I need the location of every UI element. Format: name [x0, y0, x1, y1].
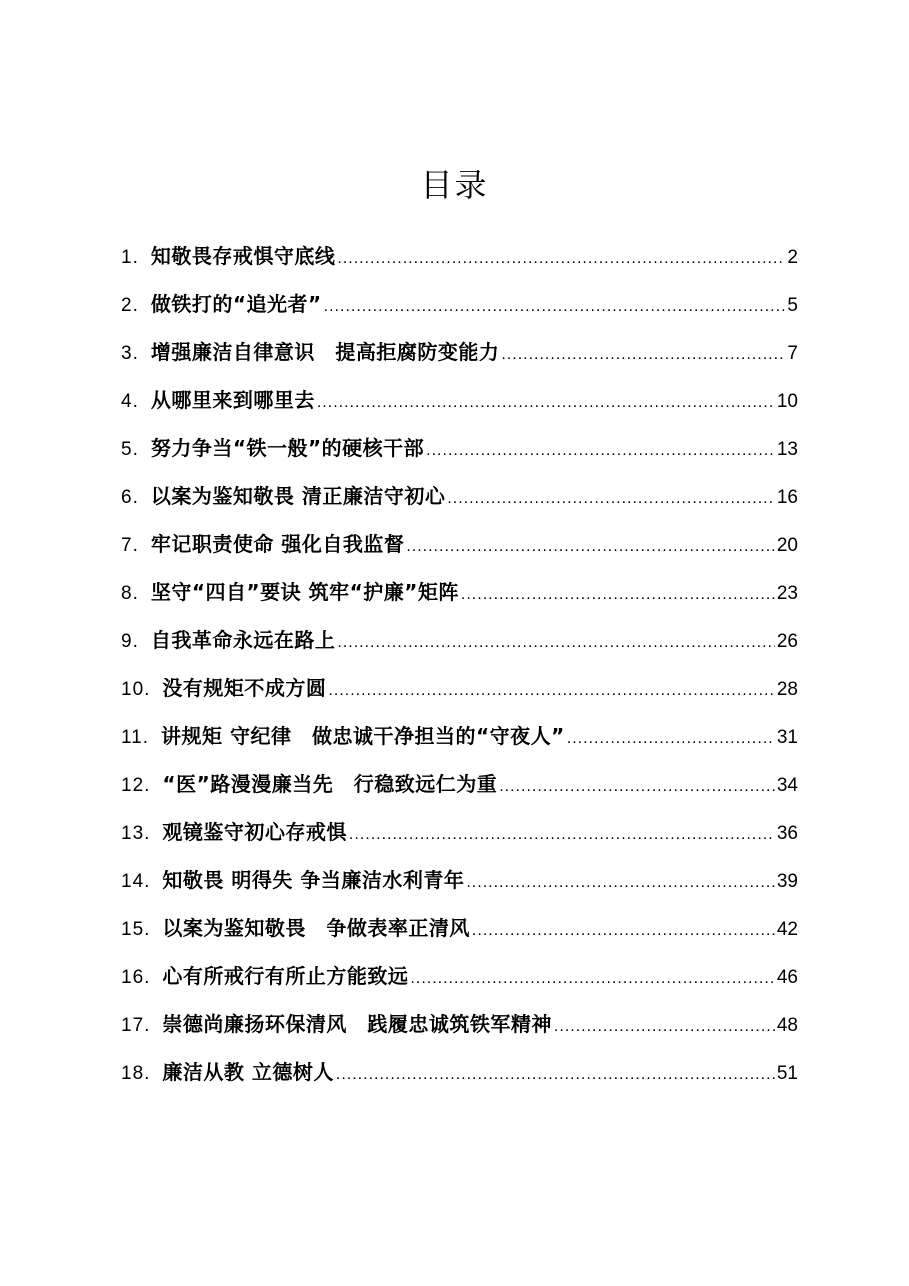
- toc-leader-dots: [337, 239, 785, 279]
- toc-entry-page: 7: [787, 343, 798, 364]
- toc-entry-number: 9.: [121, 631, 139, 652]
- toc-entry-title: 从哪里来到哪里去: [150, 388, 315, 412]
- toc-entry-number: 15.: [121, 919, 151, 940]
- toc-entry-title: 没有规矩不成方圆: [162, 676, 327, 700]
- toc-entry[interactable]: [121, 428, 798, 476]
- toc-entry[interactable]: [121, 572, 798, 620]
- toc-leader-dots: [328, 671, 774, 711]
- toc-entry-title: 观镜鉴守初心存戒惧: [162, 820, 347, 844]
- toc-entry[interactable]: [121, 236, 798, 284]
- toc-entry-number: 11.: [121, 727, 150, 748]
- toc-entry-title: 坚守“四自”要诀 筑牢“护廉”矩阵: [150, 580, 459, 604]
- toc-entry-title: 崇德尚廉扬环保清风 践履忠诚筑铁军精神: [162, 1012, 552, 1036]
- toc-entry-number: 12.: [121, 775, 151, 796]
- toc-entry[interactable]: [121, 1004, 798, 1052]
- toc-entry[interactable]: [121, 620, 798, 668]
- toc-entry-number: 10.: [121, 679, 151, 700]
- toc-entry-title: “医”路漫漫廉当先 行稳致远仁为重: [162, 772, 498, 796]
- table-of-contents: [121, 236, 798, 1100]
- toc-entry-number: 4.: [121, 391, 139, 412]
- toc-entry-page: 28: [776, 679, 798, 700]
- toc-entry-page: 23: [776, 583, 798, 604]
- toc-entry[interactable]: [121, 956, 798, 1004]
- toc-entry-page: 34: [776, 775, 798, 796]
- toc-entry[interactable]: [121, 716, 798, 764]
- toc-entry-title: 以案为鉴知敬畏 争做表率正清风: [162, 916, 470, 940]
- toc-entry-page: 5: [787, 295, 798, 316]
- toc-leader-dots: [337, 623, 775, 663]
- toc-entry-page: 36: [776, 823, 798, 844]
- toc-entry-title: 增强廉洁自律意识 提高拒腐防变能力: [150, 340, 500, 364]
- toc-entry-page: 26: [776, 631, 798, 652]
- toc-entry-title: 讲规矩 守纪律 做忠诚干净担当的“守夜人”: [161, 724, 565, 748]
- toc-leader-dots: [426, 431, 775, 471]
- toc-leader-dots: [501, 335, 785, 375]
- toc-entry-number: 3.: [121, 343, 139, 364]
- toc-entry-title: 自我革命永远在路上: [150, 628, 336, 652]
- toc-leader-dots: [324, 287, 786, 327]
- toc-entry-page: 42: [776, 919, 798, 940]
- toc-entry[interactable]: [121, 380, 798, 428]
- toc-entry-number: 16.: [121, 967, 151, 988]
- toc-entry-number: 2.: [121, 295, 139, 316]
- toc-entry-page: 51: [776, 1063, 798, 1084]
- toc-leader-dots: [461, 575, 775, 615]
- toc-entry-number: 8.: [121, 583, 139, 604]
- toc-entry-page: 10: [776, 391, 798, 412]
- toc-entry-page: 31: [776, 727, 798, 748]
- toc-entry-number: 1.: [121, 247, 139, 268]
- toc-leader-dots: [567, 719, 775, 759]
- toc-entry-title: 知敬畏存戒惧守底线: [150, 244, 336, 268]
- toc-entry-title: 努力争当“铁一般”的硬核干部: [150, 436, 425, 460]
- toc-entry-number: 17.: [121, 1015, 151, 1036]
- toc-entry-title: 以案为鉴知敬畏 清正廉洁守初心: [150, 484, 446, 508]
- toc-leader-dots: [406, 527, 775, 567]
- toc-entry-page: 46: [776, 967, 798, 988]
- toc-leader-dots: [447, 479, 775, 519]
- toc-entry-page: 39: [776, 871, 798, 892]
- toc-entry[interactable]: [121, 764, 798, 812]
- toc-entry-page: 20: [776, 535, 798, 556]
- toc-entry-number: 13.: [121, 823, 151, 844]
- toc-entry[interactable]: [121, 668, 798, 716]
- page-title: 目录: [420, 166, 489, 204]
- toc-entry-number: 5.: [121, 439, 139, 460]
- toc-entry-number: 14.: [121, 871, 151, 892]
- toc-leader-dots: [317, 383, 775, 423]
- toc-entry-number: 7.: [121, 535, 139, 556]
- toc-entry[interactable]: [121, 1052, 798, 1100]
- toc-leader-dots: [499, 767, 775, 807]
- toc-leader-dots: [336, 1055, 775, 1095]
- toc-entry[interactable]: [121, 476, 798, 524]
- toc-entry-title: 廉洁从教 立德树人: [162, 1060, 334, 1084]
- toc-entry-title: 牢记职责使命 强化自我监督: [150, 532, 405, 556]
- toc-entry-page: 48: [776, 1015, 798, 1036]
- toc-entry[interactable]: [121, 812, 798, 860]
- toc-entry-title: 知敬畏 明得失 争当廉洁水利青年: [162, 868, 465, 892]
- toc-entry[interactable]: [121, 284, 798, 332]
- toc-leader-dots: [349, 815, 775, 855]
- toc-entry-title: 心有所戒行有所止方能致远: [162, 964, 409, 988]
- toc-leader-dots: [472, 911, 775, 951]
- toc-entry-number: 18.: [121, 1063, 151, 1084]
- toc-entry-page: 2: [787, 247, 798, 268]
- toc-entry[interactable]: [121, 860, 798, 908]
- toc-entry-page: 13: [776, 439, 798, 460]
- toc-leader-dots: [466, 863, 775, 903]
- toc-leader-dots: [554, 1007, 775, 1047]
- toc-leader-dots: [410, 959, 774, 999]
- toc-entry[interactable]: [121, 524, 798, 572]
- toc-entry-title: 做铁打的“追光者”: [150, 292, 322, 316]
- toc-entry[interactable]: [121, 332, 798, 380]
- toc-entry-page: 16: [776, 487, 798, 508]
- toc-entry[interactable]: [121, 908, 798, 956]
- toc-entry-number: 6.: [121, 487, 139, 508]
